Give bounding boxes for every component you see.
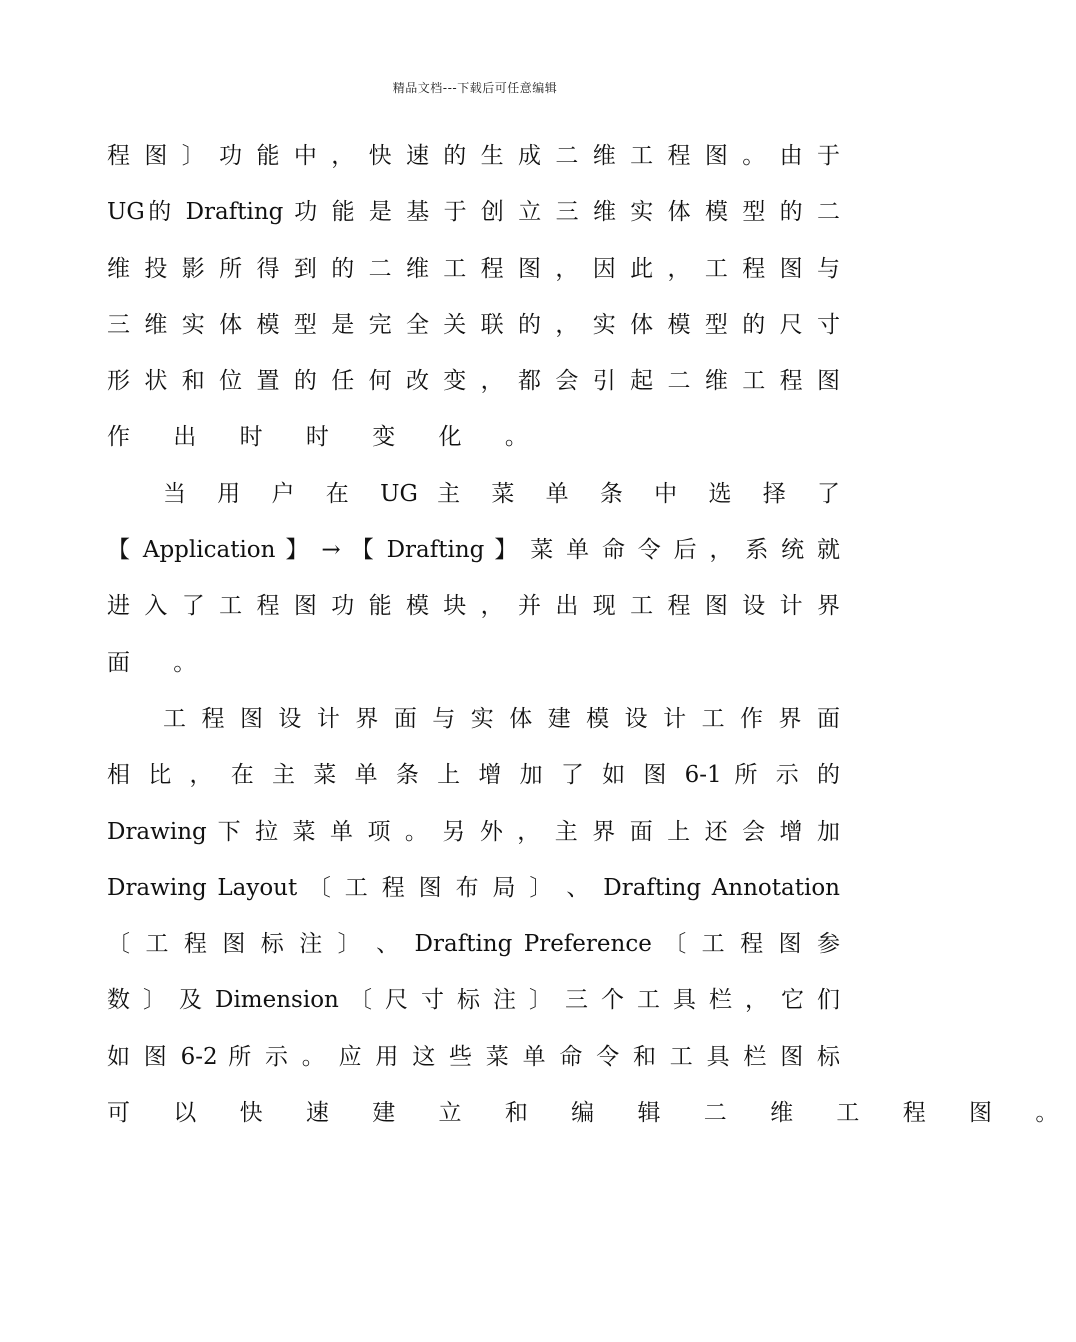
text-line: 【 Application 】 → 【 Drafting 】 菜 单 命 令 后 ， 系 统 就 <box>107 537 840 564</box>
text-line: 当 用 户 在 UG 主 菜 单 条 中 选 择 了 <box>163 480 840 507</box>
text-line: 作 出 时 时 变 化 。 <box>107 424 546 451</box>
text-line: 如 图 6-2 所 示 。 应 用 这 些 菜 单 命 令 和 工 具 栏 图 标 <box>107 1043 840 1070</box>
text-line: 进 入 了 工 程 图 功 能 模 块 ， 并 出 现 工 程 图 设 计 界 <box>107 593 840 620</box>
text-line: 维 投 影 所 得 到 的 二 维 工 程 图 ， 因 此 ， 工 程 图 与 <box>107 255 840 282</box>
text-line: 面 。 <box>107 649 215 676</box>
body-text <box>107 128 1076 1141</box>
text-line: 形 状 和 位 置 的 任 何 改 变 ， 都 会 引 起 二 维 工 程 图 <box>107 368 840 395</box>
text-line: 〔 工 程 图 标 注 〕 、 Drafting Preference 〔 工 程 图 参 <box>107 931 840 958</box>
text-line: Drawing Layout 〔 工 程 图 布 局 〕 、 Drafting Annotation <box>107 874 840 901</box>
text-line: 相 比 ， 在 主 菜 单 条 上 增 加 了 如 图 6-1 所 示 的 <box>107 762 840 789</box>
text-line: 三 维 实 体 模 型 是 完 全 关 联 的 ， 实 体 模 型 的 尺 寸 <box>107 311 840 338</box>
text-line: 数 〕 及 Dimension 〔 尺 寸 标 注 〕 三 个 工 具 栏 ， 它 们 <box>107 987 840 1014</box>
page-header: 精品文档---下载后可任意编辑 <box>392 81 558 95</box>
text-line: 可 以 快 速 建 立 和 编 辑 二 维 工 程 图 。 <box>107 1100 1076 1127</box>
text-line: UG的 Drafting 功 能 是 基 于 创 立 三 维 实 体 模 型 的 二 <box>107 199 840 226</box>
text-line: 程 图 〕 功 能 中 ， 快 速 的 生 成 二 维 工 程 图 。 由 于 <box>107 143 840 169</box>
text-line: 工 程 图 设 计 界 面 与 实 体 建 模 设 计 工 作 界 面 <box>163 705 840 732</box>
text-line: Drawing 下 拉 菜 单 项 。 另 外 ， 主 界 面 上 还 会 增 加 <box>107 818 840 845</box>
